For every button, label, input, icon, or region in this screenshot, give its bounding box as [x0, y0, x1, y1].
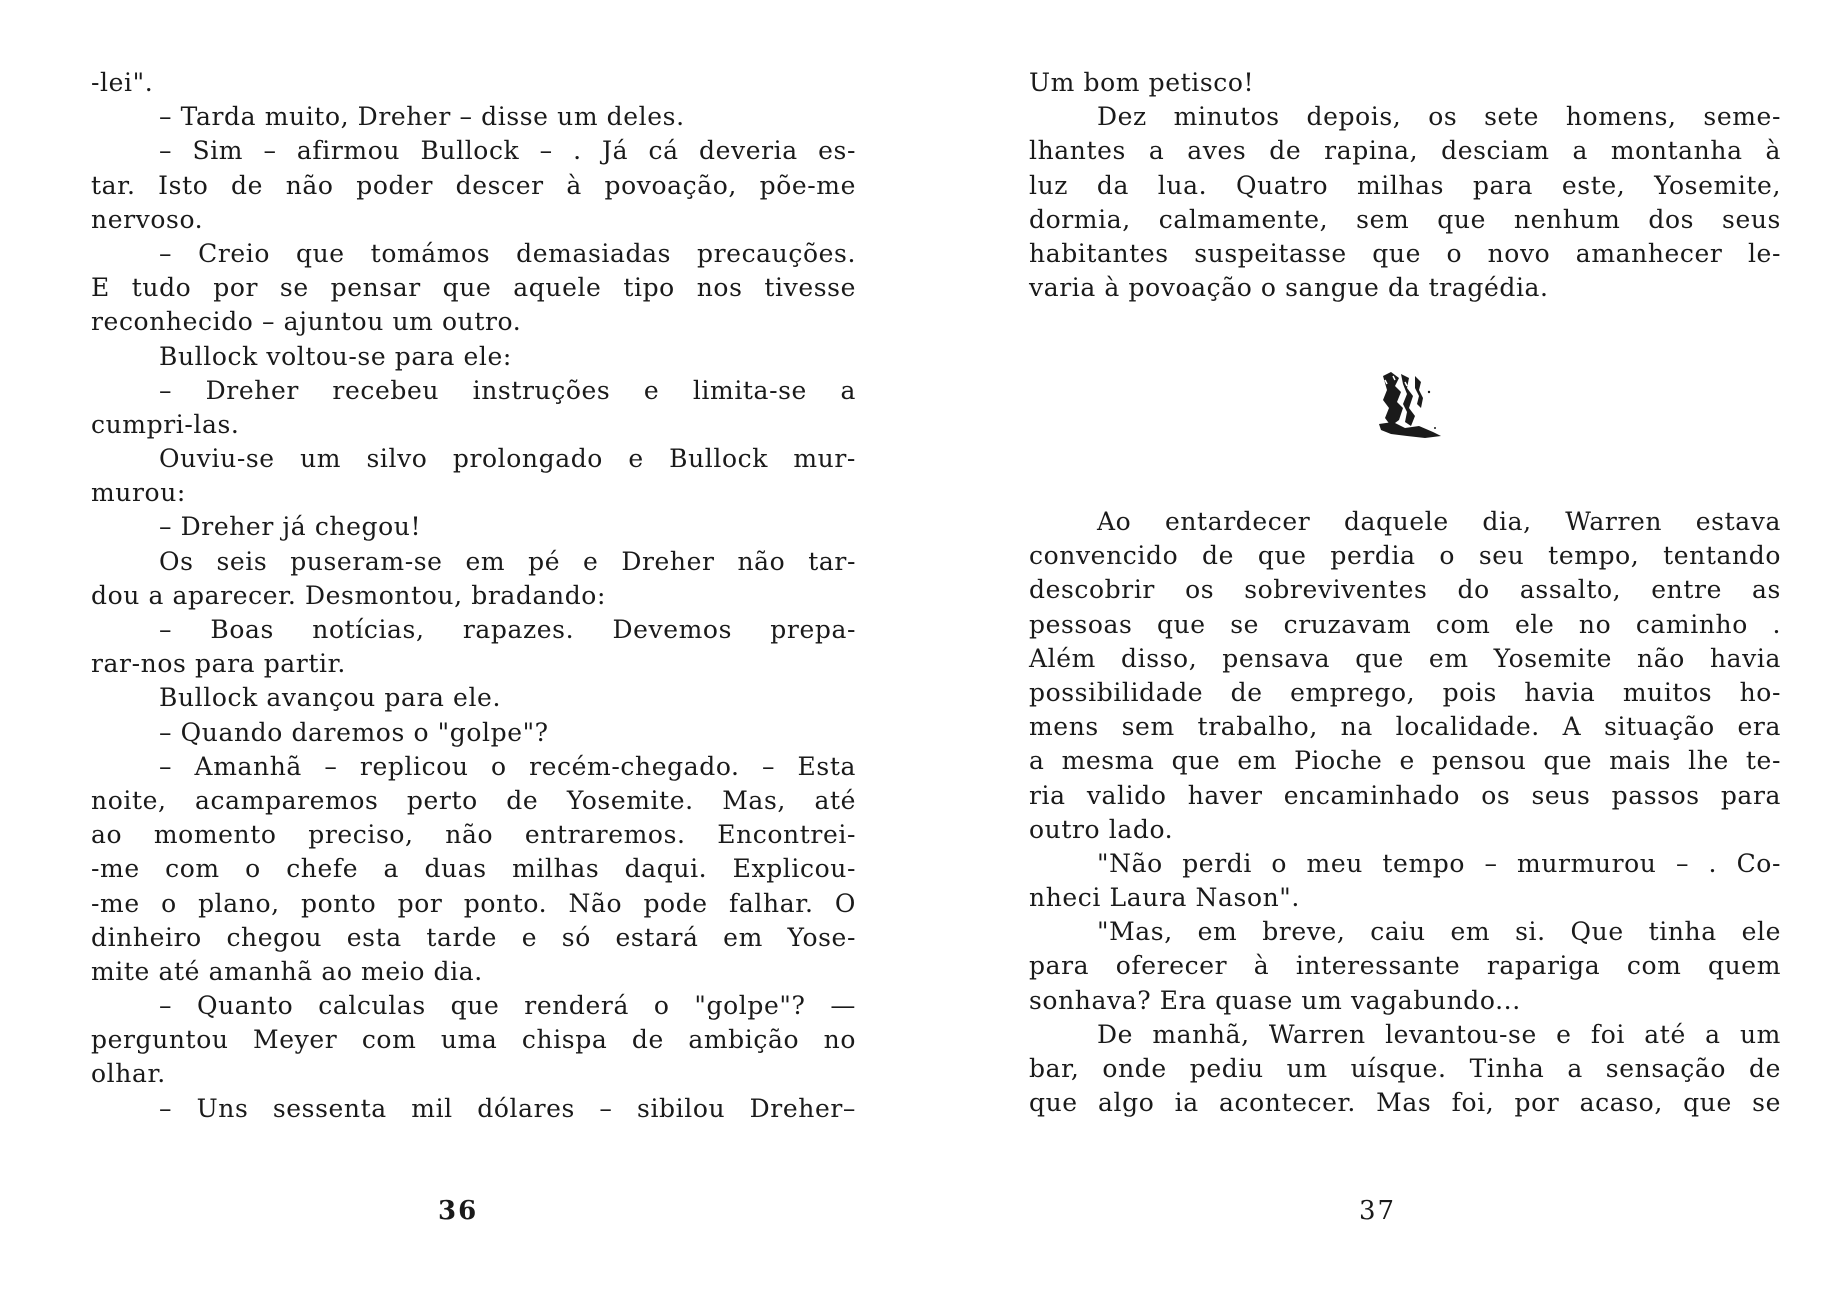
- text-line: lhantes a aves de rapina, desciam a montanha à: [1029, 136, 1781, 166]
- text-line: nheci Laura Nason".: [1029, 883, 1300, 913]
- left-page-number: 36: [438, 1196, 479, 1226]
- text-line: -me o plano, ponto por ponto. Não pode falhar. O: [91, 888, 856, 918]
- right-page: [919, 0, 1838, 1290]
- text-line: que algo ia acontecer. Mas foi, por acaso, que se: [1029, 1088, 1781, 1118]
- woodcut-vignette-icon: [1371, 368, 1445, 442]
- text-line: "Mas, em breve, caiu em si. Que tinha ele: [1097, 917, 1781, 947]
- text-line: – Quanto calculas que renderá o "golpe"? —: [159, 991, 856, 1021]
- text-line: Bullock avançou para ele.: [159, 683, 501, 713]
- text-line: tar. Isto de não poder descer à povoação, põe-me: [91, 170, 856, 200]
- text-line: pessoas que se cruzavam com ele no caminho .: [1029, 609, 1781, 639]
- left-page-text: [91, 66, 856, 1126]
- text-line: dormia, calmamente, sem que nenhum dos seus: [1029, 204, 1781, 234]
- text-line: ao momento preciso, não entraremos. Encontrei-: [91, 820, 856, 850]
- text-line: bar, onde pediu um uísque. Tinha a sensação de: [1029, 1054, 1781, 1083]
- text-line: possibilidade de emprego, pois havia muitos ho-: [1029, 677, 1781, 707]
- text-line: Dez minutos depois, os sete homens, seme-: [1097, 102, 1781, 132]
- text-line: habitantes suspeitasse que o novo amanhecer le-: [1029, 238, 1781, 268]
- text-line: Ao entardecer daquele dia, Warren estava: [1097, 507, 1781, 536]
- text-line: reconhecido – ajuntou um outro.: [91, 307, 522, 337]
- text-line: descobrir os sobreviventes do assalto, entre as: [1029, 575, 1781, 605]
- text-line: rar-nos para partir.: [91, 649, 346, 679]
- text-line: – Creio que tomámos demasiadas precauções.: [159, 238, 856, 268]
- text-line: noite, acamparemos perto de Yosemite. Mas, até: [91, 785, 856, 815]
- text-line: mite até amanhã ao meio dia.: [91, 956, 483, 986]
- text-line: – Sim – afirmou Bullock – . Já cá deveria es-: [159, 136, 856, 166]
- text-line: convencido de que perdia o seu tempo, tentando: [1029, 541, 1781, 571]
- text-line: para oferecer à interessante rapariga com quem: [1029, 951, 1781, 981]
- text-line: luz da lua. Quatro milhas para este, Yosemite,: [1029, 170, 1781, 200]
- text-line: mens sem trabalho, na localidade. A situação era: [1029, 712, 1781, 742]
- text-line: nervoso.: [91, 204, 204, 234]
- text-line: cumpri-las.: [91, 409, 240, 439]
- right-page-text-bottom: [1029, 505, 1781, 1120]
- text-line: dinheiro chegou esta tarde e só estará em Yose-: [91, 922, 856, 952]
- text-line: sonhava? Era quase um vagabundo...: [1029, 985, 1521, 1015]
- text-line: murou:: [91, 478, 186, 508]
- text-line: dou a aparecer. Desmontou, bradando:: [91, 580, 606, 610]
- text-line: outro lado.: [1029, 814, 1174, 844]
- text-line: -me com o chefe a duas milhas daqui. Explicou-: [91, 854, 856, 884]
- right-page-number: 37: [1359, 1196, 1397, 1226]
- text-line: – Amanhã – replicou o recém-chegado. – Esta: [159, 751, 856, 781]
- text-line: – Boas notícias, rapazes. Devemos prepa-: [159, 615, 856, 644]
- text-line: a mesma que em Pioche e pensou que mais lhe te-: [1029, 746, 1781, 776]
- right-page-text-top: [1029, 66, 1781, 305]
- text-line: olhar.: [91, 1059, 166, 1089]
- text-line: – Tarda muito, Dreher – disse um deles.: [159, 102, 685, 132]
- text-line: Um bom petisco!: [1029, 68, 1255, 97]
- text-line: – Quando daremos o "golpe"?: [159, 717, 549, 747]
- text-line: -lei".: [91, 68, 154, 97]
- text-line: – Dreher recebeu instruções e limita-se a: [159, 375, 856, 405]
- text-line: Além disso, pensava que em Yosemite não havia: [1029, 643, 1781, 673]
- text-line: "Não perdi o meu tempo – murmurou – . Co-: [1097, 848, 1781, 878]
- text-line: ria valido haver encaminhado os seus passos para: [1029, 780, 1781, 810]
- text-line: Ouviu-se um silvo prolongado e Bullock mur-: [159, 444, 856, 474]
- text-line: De manhã, Warren levantou-se e foi até a um: [1097, 1019, 1781, 1049]
- text-line: – Dreher já chegou!: [159, 512, 422, 542]
- text-line: Os seis puseram-se em pé e Dreher não tar-: [159, 546, 856, 576]
- text-line: E tudo por se pensar que aquele tipo nos tivesse: [91, 273, 856, 303]
- text-line: – Uns sessenta mil dólares – sibilou Dreher–: [159, 1093, 856, 1123]
- text-line: Bullock voltou-se para ele:: [159, 341, 512, 371]
- text-line: varia à povoação o sangue da tragédia.: [1029, 273, 1549, 303]
- text-line: perguntou Meyer com uma chispa de ambição no: [91, 1025, 856, 1055]
